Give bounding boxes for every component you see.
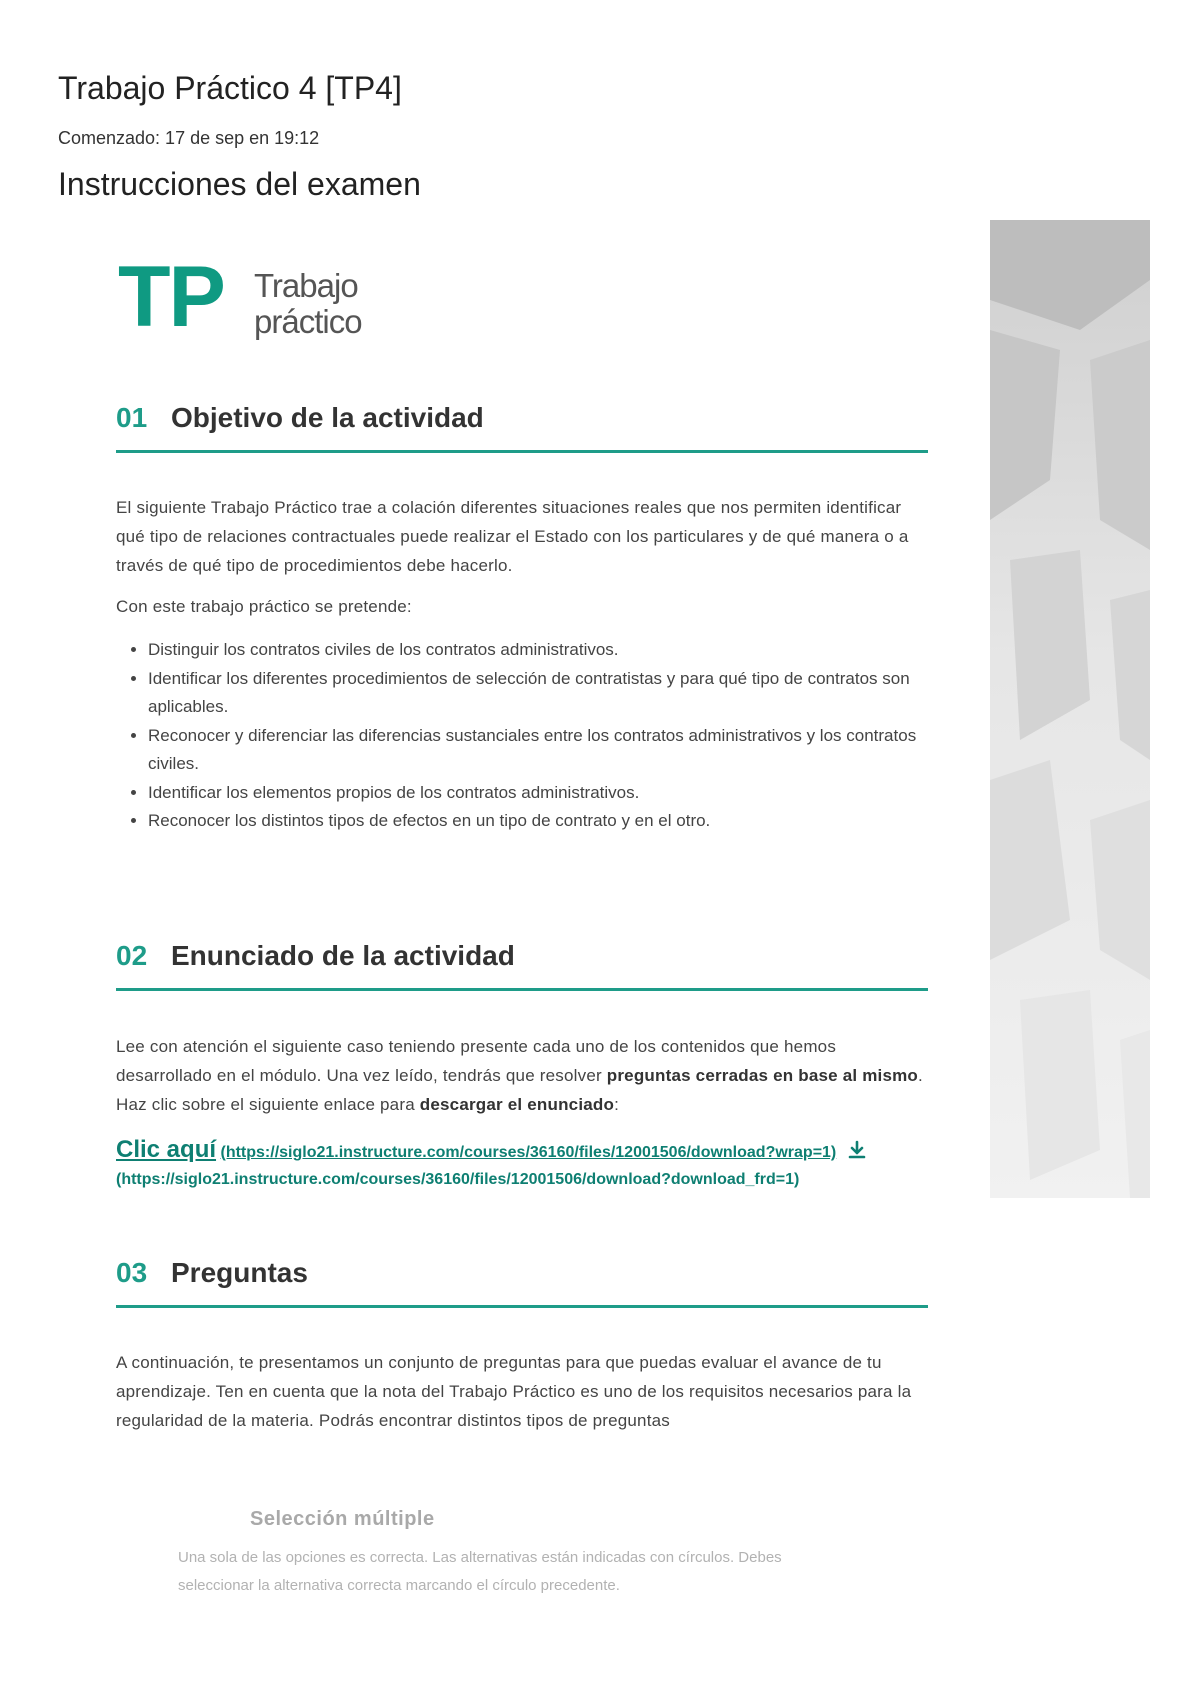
text-span: Lee con atención el siguiente caso teniendo presente cada uno de los contenidos que hemos desarrollado en el módulo. Una vez leído, tendrás que resolver xyxy=(116,1037,837,1085)
section-3-title: Preguntas xyxy=(171,1257,308,1288)
list-item: • Reconocer los distintos tipos de efectos en un tipo de contrato y en el otro. xyxy=(148,807,960,836)
text-span: . Haz clic sobre el siguiente enlace para xyxy=(116,1066,923,1114)
text-span: : xyxy=(614,1095,620,1114)
section-1-number: 01 xyxy=(116,402,148,433)
clic-aqui-link[interactable]: Clic aquí xyxy=(116,1136,217,1163)
section-2-title: Enunciado de la actividad xyxy=(171,940,515,971)
logo-line1: Trabajo xyxy=(254,267,358,304)
list-item: • Identificar los diferentes procedimientos de selección de contratistas y para qué tipo de contratos son aplicables. xyxy=(148,665,960,722)
download-url-link[interactable]: (https://siglo21.instructure.com/courses/36160/files/12001506/download?download_frd=1) xyxy=(116,1171,800,1189)
download-icon[interactable] xyxy=(847,1140,867,1165)
multiple-choice-description: Una sola de las opciones es correcta. Las alternativas están indicadas con círculos. Debes seleccionar la alternativa correcta marcando el círculo precedente. xyxy=(178,1549,782,1594)
decorative-side-image xyxy=(990,220,1150,1198)
list-item: • Distinguir los contratos civiles de los contratos administrativos. xyxy=(148,636,960,665)
section-2-paragraph xyxy=(116,1032,928,1119)
section-1-paragraph: El siguiente Trabajo Práctico trae a colación diferentes situaciones reales que nos permiten identificar qué tipo de relaciones contractuales puede realizar el Estado con los particulares y de qué manera o a través de qué tipo de procedimientos debe hacerlo. xyxy=(116,498,909,575)
logo-words xyxy=(254,268,362,340)
section-3-header xyxy=(116,1257,928,1308)
section-3-number: 03 xyxy=(116,1257,148,1288)
logo-abbr: TP xyxy=(118,249,224,345)
page-title: Trabajo Práctico 4 [TP4] xyxy=(58,70,402,106)
list-item: • Identificar los elementos propios de los contratos administrativos. xyxy=(148,779,960,808)
download-link-block xyxy=(116,1136,936,1189)
instructions-title: Instrucciones del examen xyxy=(58,166,421,202)
section-2-header xyxy=(116,940,928,991)
logo-line2: práctico xyxy=(254,303,362,340)
section-3-paragraph: A continuación, te presentamos un conjunto de preguntas para que puedas evaluar el avance de tu aprendizaje. Ten en cuenta que la nota del Trabajo Práctico es uno de los requisitos necesarios para la regularidad de la materia. Podrás encontrar distintos tipos de preguntas xyxy=(116,1353,912,1430)
list-item: • Reconocer y diferenciar las diferencias sustanciales entre los contratos administrativos y los contratos civiles. xyxy=(148,722,960,779)
tp-logo xyxy=(118,249,418,345)
section-2-number: 02 xyxy=(116,940,148,971)
file-url-link[interactable]: (https://siglo21.instructure.com/courses/36160/files/12001506/download?wrap=1) xyxy=(220,1144,837,1161)
section-1-title: Objetivo de la actividad xyxy=(171,402,484,433)
bold-text: descargar el enunciado xyxy=(419,1095,615,1114)
objectives-list xyxy=(116,636,960,836)
multiple-choice-title: Selección múltiple xyxy=(250,1508,435,1530)
section-1-header xyxy=(116,402,928,453)
started-timestamp: Comenzado: 17 de sep en 19:12 xyxy=(58,128,320,148)
section-1-intro: Con este trabajo práctico se pretende: xyxy=(116,597,412,616)
bold-text: preguntas cerradas en base al mismo xyxy=(606,1066,919,1085)
